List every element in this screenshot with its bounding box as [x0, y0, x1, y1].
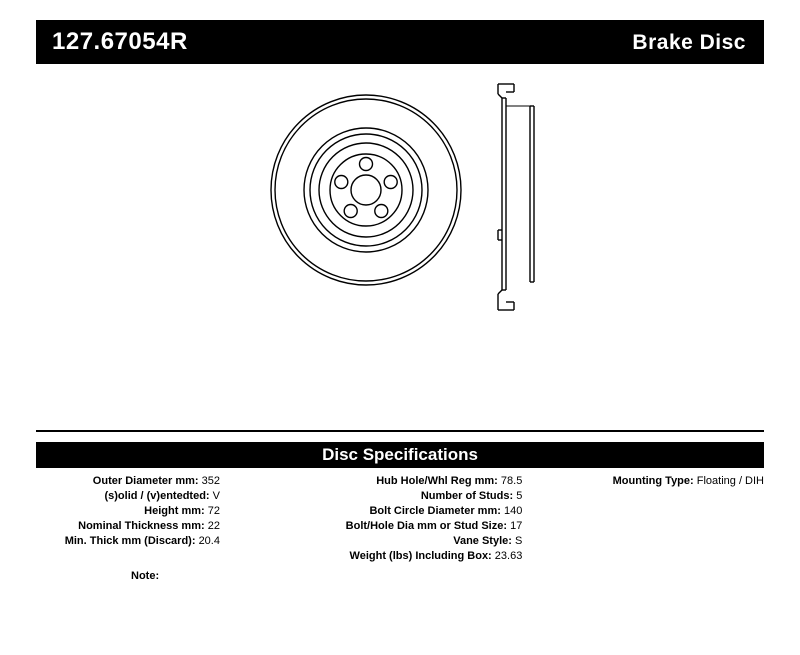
spec-label: Bolt/Hole Dia mm or Stud Size: — [345, 520, 508, 532]
note-row — [131, 570, 159, 582]
page-title: Brake Disc — [632, 30, 746, 54]
stud-holes — [335, 158, 397, 218]
spec-columns — [36, 474, 764, 564]
spec-value: V — [212, 490, 220, 502]
rotor-hat-outer — [310, 134, 422, 246]
spec-value: 352 — [201, 475, 220, 487]
stud-hole — [384, 176, 397, 189]
spec-row — [224, 489, 522, 504]
spec-value: 78.5 — [500, 475, 523, 487]
spec-value: 23.63 — [494, 550, 523, 562]
rotor-braking-surface-inner — [304, 128, 428, 252]
spec-label: Height mm: — [144, 505, 205, 517]
stud-hole — [360, 158, 373, 171]
spec-label: Min. Thick mm (Discard): — [64, 535, 196, 547]
spec-title-bar — [36, 442, 764, 468]
rotor-drawing — [36, 80, 764, 410]
hub-hole — [351, 175, 381, 205]
spec-row — [36, 504, 220, 519]
spec-label: Vane Style: — [453, 535, 512, 547]
note-label: Note: — [131, 570, 160, 582]
header-bar — [36, 20, 764, 64]
spec-row — [224, 534, 522, 549]
spec-label: Hub Hole/Whl Reg mm: — [376, 475, 498, 487]
spec-value: Floating / DIH — [696, 475, 764, 487]
spec-bar-left — [36, 442, 308, 468]
spec-value: 20.4 — [198, 535, 220, 547]
spec-value: 5 — [516, 490, 523, 502]
spec-row — [36, 534, 220, 549]
spec-label: Bolt Circle Diameter mm: — [369, 505, 501, 517]
stud-hole — [375, 205, 388, 218]
rotor-side-section — [498, 84, 534, 310]
spec-value: S — [514, 535, 523, 547]
spec-label: (s)olid / (v)entedted: — [104, 490, 210, 502]
spec-label: Number of Studs: — [420, 490, 514, 502]
stud-hole — [335, 176, 348, 189]
spec-label: Nominal Thickness mm: — [78, 520, 205, 532]
spec-column-middle — [224, 474, 526, 564]
spec-row — [526, 474, 764, 489]
part-number: 127.67054R — [52, 28, 188, 55]
spec-label: Mounting Type: — [612, 475, 694, 487]
spec-value: 72 — [207, 505, 220, 517]
spec-row — [224, 549, 522, 564]
rotor-drawing-svg — [36, 80, 764, 410]
spec-column-left — [36, 474, 224, 549]
spec-label: Outer Diameter mm: — [92, 475, 199, 487]
spec-row — [36, 519, 220, 534]
spec-value: 22 — [207, 520, 220, 532]
spec-row — [36, 489, 220, 504]
spec-column-right — [526, 474, 764, 489]
spec-row — [224, 504, 522, 519]
spec-value: 140 — [503, 505, 523, 517]
stud-hole — [344, 205, 357, 218]
spec-row — [224, 519, 522, 534]
spec-row — [224, 474, 522, 489]
rotor-outer-edge — [271, 95, 461, 285]
spec-row — [36, 474, 220, 489]
spec-value: 17 — [510, 520, 523, 532]
spec-section-title: Disc Specifications — [308, 442, 492, 468]
spec-divider — [36, 430, 764, 432]
spec-bar-right — [492, 442, 764, 468]
spec-label: Weight (lbs) Including Box: — [349, 550, 492, 562]
rotor-outer-edge-inner — [275, 99, 457, 281]
